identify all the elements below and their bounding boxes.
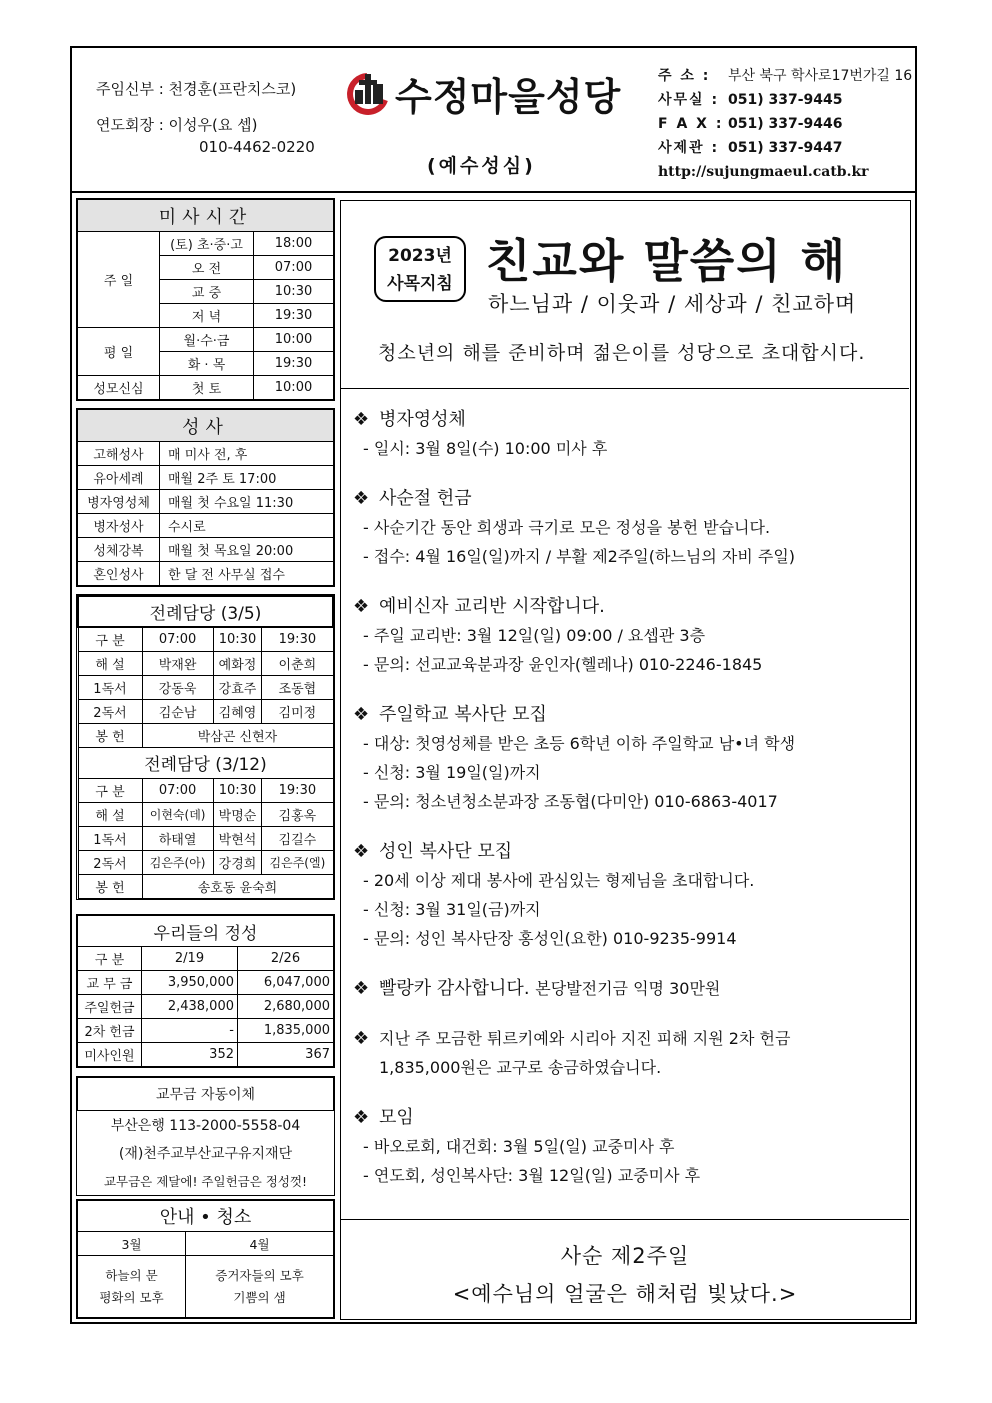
table-row bbox=[78, 376, 334, 400]
notice-line: - 접수: 4월 16일(일)까지 / 부활 제2주일(하느님의 자비 주일) bbox=[363, 547, 796, 566]
offerings-value: 352 bbox=[142, 1043, 238, 1067]
table-row bbox=[78, 651, 333, 675]
liturgy-table-1 bbox=[77, 595, 334, 899]
offerings-box bbox=[76, 914, 335, 1068]
liturgy-cell: 이현숙(데) bbox=[142, 802, 213, 826]
diamond-cross-icon: ❖ bbox=[353, 409, 370, 430]
header-staff bbox=[96, 78, 315, 158]
diamond-cross-icon: ❖ bbox=[353, 704, 370, 725]
guide-cell bbox=[186, 1256, 334, 1318]
offerings-value: 367 bbox=[238, 1043, 334, 1067]
mass-time: 19:30 bbox=[254, 352, 334, 376]
sunday-label: 주 일 bbox=[78, 232, 160, 328]
auto-transfer-box bbox=[76, 1076, 335, 1196]
guide-item: 평화의 모후 bbox=[99, 1289, 164, 1305]
liturgy-cell: 김길수 bbox=[262, 826, 333, 850]
sacrament-name: 고해성사 bbox=[78, 442, 160, 466]
sacrament-value: 한 달 전 사무실 접수 bbox=[160, 562, 334, 586]
mass-time: 18:00 bbox=[254, 232, 334, 256]
notice-item bbox=[353, 1025, 903, 1082]
mass-who: 월·수·금 bbox=[160, 328, 254, 352]
liturgy-cell: 김홍옥 bbox=[262, 802, 333, 826]
liturgy-cell: 하태열 bbox=[142, 826, 213, 850]
mass-times-table bbox=[77, 199, 334, 400]
liturgy-role: 해 설 bbox=[78, 651, 142, 675]
offerings-title: 우리들의 정성 bbox=[78, 916, 334, 947]
header-contact bbox=[658, 64, 912, 184]
liturgy-box bbox=[76, 594, 335, 900]
liturgy-head: 10:30 bbox=[213, 778, 262, 802]
guide-item: 기쁨의 샘 bbox=[233, 1289, 286, 1305]
thanks-title: 빨랑카 감사합니다. bbox=[379, 978, 530, 999]
notices-panel bbox=[340, 200, 911, 1320]
mass-who: 첫 토 bbox=[160, 376, 254, 400]
notice-line: - 신청: 3월 19일(일)까지 bbox=[363, 763, 541, 782]
liturgy-cell: 이춘희 bbox=[262, 651, 333, 675]
table-row bbox=[78, 826, 333, 850]
year-line: 사목지침 bbox=[387, 274, 453, 294]
offerings-head: 구 분 bbox=[78, 947, 142, 971]
guide-item: 하늘의 문 bbox=[105, 1267, 158, 1283]
table-row bbox=[78, 232, 334, 256]
table-row bbox=[78, 802, 333, 826]
sacrament-value: 수시로 bbox=[160, 514, 334, 538]
offerings-value: 1,835,000 bbox=[238, 1019, 334, 1043]
offerings-label: 주일헌금 bbox=[78, 995, 142, 1019]
liturgy-cell: 김혜영 bbox=[213, 699, 262, 723]
sacrament-value: 매월 첫 수요일 11:30 bbox=[160, 490, 334, 514]
sacraments-title: 성사 bbox=[78, 410, 334, 442]
fax-row bbox=[658, 112, 912, 136]
bulletin-header bbox=[72, 48, 915, 193]
mass-who: 화 · 목 bbox=[160, 352, 254, 376]
table-row bbox=[78, 442, 334, 466]
auto-transfer-table bbox=[77, 1077, 334, 1195]
notice-line: - 연도회, 성인복사단: 3월 12일(일) 교중미사 후 bbox=[363, 1166, 701, 1185]
notice-item bbox=[353, 1104, 903, 1190]
gospel-title: <예수님의 얼굴은 해처럼 빛났다.> bbox=[452, 1282, 798, 1306]
liturgy-title-2: 전례담당 (3/12) bbox=[78, 747, 333, 778]
rectory-label: 사제관 : bbox=[658, 140, 720, 156]
mass-time: 19:30 bbox=[254, 304, 334, 328]
feast-label: (예수성심) bbox=[427, 155, 536, 177]
notice-line: - 주일 교리반: 3월 12일(일) 09:00 / 요셉관 3층 bbox=[363, 626, 706, 645]
offerings-head: 2/19 bbox=[142, 947, 238, 971]
notice-title: 성인 복사단 모집 bbox=[379, 841, 513, 862]
sacrament-name: 성체강복 bbox=[78, 538, 160, 562]
liturgy-cell: 박재완 bbox=[142, 651, 213, 675]
notice-line: - 문의: 선교교육분과장 윤인자(헬레나) 010-2246-1845 bbox=[363, 655, 763, 674]
notice-list bbox=[353, 406, 903, 1212]
notice-line: - 신청: 3월 31일(금)까지 bbox=[363, 900, 541, 919]
sacrament-name: 병자영성체 bbox=[78, 490, 160, 514]
table-row bbox=[78, 514, 334, 538]
notice-title: 모임 bbox=[379, 1107, 414, 1128]
transfer-note: 교무금은 제달에! 주일헌금은 정성껏! bbox=[103, 1173, 308, 1189]
table-row bbox=[78, 562, 334, 586]
notice-line: - 20세 이상 제대 봉사에 관심있는 형제님을 초대합니다. bbox=[363, 871, 755, 890]
table-row bbox=[78, 971, 334, 995]
liturgy-role: 1독서 bbox=[78, 675, 142, 699]
sunday-footer bbox=[341, 1219, 909, 1319]
address-value: 부산 북구 학사로17번가길 16 bbox=[728, 68, 913, 84]
notice-item bbox=[353, 406, 903, 463]
parish-name: 수정마을성당 bbox=[395, 75, 622, 119]
table-row bbox=[78, 723, 333, 747]
bank-account: 부산은행 113-2000-5558-04 bbox=[110, 1117, 301, 1134]
mass-time: 07:00 bbox=[254, 256, 334, 280]
offerings-value: 3,950,000 bbox=[142, 971, 238, 995]
table-row bbox=[78, 699, 333, 723]
liturgy-cell: 김순남 bbox=[142, 699, 213, 723]
guide-head: 3월 bbox=[78, 1232, 186, 1256]
offerings-label: 미사인원 bbox=[78, 1043, 142, 1067]
offering-names: 박삼곤 신현자 bbox=[142, 723, 333, 747]
offerings-value: 2,438,000 bbox=[142, 995, 238, 1019]
fax-value: 051) 337-9446 bbox=[728, 116, 843, 132]
fax-label: F A X : bbox=[658, 116, 724, 132]
notice-title: 병자영성체 bbox=[379, 409, 466, 430]
offerings-value: 6,047,000 bbox=[238, 971, 334, 995]
table-row bbox=[78, 995, 334, 1019]
pastor-label: 주임신부 : 천경훈(프란치스코) bbox=[96, 80, 297, 98]
notice-title: 예비신자 교리반 시작합니다. bbox=[379, 596, 605, 617]
notice-item bbox=[353, 701, 903, 816]
special-label: 성모신심 bbox=[78, 376, 160, 400]
rectory-row bbox=[658, 136, 912, 160]
liturgy-cell: 김미정 bbox=[262, 699, 333, 723]
notice-item bbox=[353, 838, 903, 953]
liturgy-title-1: 전례담당 (3/5) bbox=[78, 596, 333, 627]
address-row bbox=[658, 64, 912, 88]
notice-line: - 사순기간 동안 희생과 극기로 모은 정성을 봉헌 받습니다. bbox=[363, 518, 771, 537]
sunday-title: 사순 제2주일 bbox=[560, 1244, 690, 1268]
year-badge bbox=[374, 236, 466, 302]
notice-line: - 바오로회, 대건회: 3월 5일(일) 교중미사 후 bbox=[363, 1137, 675, 1156]
table-row bbox=[78, 1043, 334, 1067]
liturgy-cell: 예화정 bbox=[213, 651, 262, 675]
notice-item bbox=[353, 593, 903, 679]
mass-who: 저 녁 bbox=[160, 304, 254, 328]
liturgy-role: 해 설 bbox=[78, 802, 142, 826]
liturgy-cell: 박명순 bbox=[213, 802, 262, 826]
liturgy-role: 1독서 bbox=[78, 826, 142, 850]
account-holder: (재)천주교부산교구유지재단 bbox=[118, 1145, 293, 1162]
notice-item bbox=[353, 485, 903, 571]
liturgy-cell: 김은주(아) bbox=[142, 850, 213, 874]
year-subtitle: 하느님과 / 이웃과 / 세상과 / 친교하며 bbox=[488, 292, 857, 316]
table-row bbox=[78, 1019, 334, 1043]
mass-who: (토) 초·중·고 bbox=[160, 232, 254, 256]
liturgy-head: 19:30 bbox=[262, 627, 333, 651]
diamond-cross-icon: ❖ bbox=[353, 488, 370, 509]
guide-box bbox=[76, 1199, 335, 1319]
guide-table bbox=[77, 1200, 334, 1318]
sacrament-name: 혼인성사 bbox=[78, 562, 160, 586]
council-phone: 010-4462-0220 bbox=[199, 138, 315, 156]
notice-title: 주일학교 복사단 모집 bbox=[379, 704, 547, 725]
table-row bbox=[78, 947, 334, 971]
sacrament-name: 유아세례 bbox=[78, 466, 160, 490]
liturgy-head: 구 분 bbox=[78, 627, 142, 651]
mass-who: 오 전 bbox=[160, 256, 254, 280]
table-row bbox=[78, 1256, 334, 1318]
liturgy-cell: 박현석 bbox=[213, 826, 262, 850]
sacrament-name: 병자성사 bbox=[78, 514, 160, 538]
notice-line: - 일시: 3월 8일(수) 10:00 미사 후 bbox=[363, 439, 608, 458]
year-line: 2023년 bbox=[388, 246, 452, 266]
table-row bbox=[78, 627, 333, 651]
thanks-detail: 본당발전기금 익명 30만원 bbox=[535, 979, 721, 998]
sacraments-box bbox=[76, 408, 335, 587]
council-label: 연도회장 : 이성우(요 셉) bbox=[96, 116, 258, 134]
mass-who: 교 중 bbox=[160, 280, 254, 304]
liturgy-cell: 조동협 bbox=[262, 675, 333, 699]
table-row bbox=[78, 538, 334, 562]
notice-item bbox=[353, 975, 903, 1003]
year-title: 친교와 말씀의 해 bbox=[486, 234, 848, 288]
liturgy-head: 07:00 bbox=[142, 627, 213, 651]
sacraments-table bbox=[77, 409, 334, 586]
weekday-label: 평 일 bbox=[78, 328, 160, 376]
donation-line: 1,835,000원은 교구로 송금하였습니다. bbox=[379, 1058, 662, 1077]
liturgy-cell: 김은주(엘) bbox=[262, 850, 333, 874]
offering-label: 봉 헌 bbox=[78, 723, 142, 747]
guide-cell bbox=[78, 1256, 186, 1318]
liturgy-head: 10:30 bbox=[213, 627, 262, 651]
parish-logo bbox=[345, 66, 645, 126]
office-row bbox=[658, 88, 912, 112]
mass-times-box bbox=[76, 198, 335, 401]
liturgy-head: 구 분 bbox=[78, 778, 142, 802]
church-logo-icon bbox=[345, 70, 391, 116]
guide-item: 증거자들의 모후 bbox=[215, 1267, 304, 1283]
diamond-cross-icon: ❖ bbox=[353, 1107, 370, 1128]
liturgy-head: 19:30 bbox=[262, 778, 333, 802]
offerings-label: 2차 헌금 bbox=[78, 1019, 142, 1043]
auto-transfer-title: 교무금 자동이체 bbox=[78, 1078, 334, 1111]
diamond-cross-icon: ❖ bbox=[353, 1028, 370, 1049]
table-row bbox=[78, 675, 333, 699]
bulletin-frame bbox=[70, 46, 917, 1324]
notice-line: - 대상: 첫영성체를 받은 초등 6학년 이하 주일학교 남•녀 학생 bbox=[363, 734, 796, 753]
address-label: 주 소 : bbox=[658, 68, 711, 84]
rectory-value: 051) 337-9447 bbox=[728, 140, 843, 156]
notice-line: - 문의: 청소년청소분과장 조동협(다미안) 010-6863-4017 bbox=[363, 792, 778, 811]
parish-url[interactable]: http://sujungmaeul.catb.kr bbox=[658, 164, 869, 180]
mass-times-title: 미사시간 bbox=[78, 200, 334, 232]
table-row bbox=[78, 466, 334, 490]
offerings-value: - bbox=[142, 1019, 238, 1043]
offerings-label: 교 무 금 bbox=[78, 971, 142, 995]
pastoral-banner bbox=[341, 201, 909, 389]
sacrament-value: 매월 2주 토 17:00 bbox=[160, 466, 334, 490]
diamond-cross-icon: ❖ bbox=[353, 841, 370, 862]
office-label: 사무실 : bbox=[658, 92, 720, 108]
offering-names: 송호동 윤숙희 bbox=[142, 874, 333, 898]
offerings-value: 2,680,000 bbox=[238, 995, 334, 1019]
table-row bbox=[78, 874, 333, 898]
office-value: 051) 337-9445 bbox=[728, 92, 843, 108]
offering-label: 봉 헌 bbox=[78, 874, 142, 898]
offerings-head: 2/26 bbox=[238, 947, 334, 971]
guide-head: 4월 bbox=[186, 1232, 334, 1256]
sacrament-value: 매 미사 전, 후 bbox=[160, 442, 334, 466]
table-row bbox=[78, 1232, 334, 1256]
table-row bbox=[78, 490, 334, 514]
liturgy-cell: 강경희 bbox=[213, 850, 262, 874]
donation-line: 지난 주 모금한 튀르키예와 시리아 지진 피해 지원 2차 헌금 bbox=[379, 1029, 791, 1048]
liturgy-role: 2독서 bbox=[78, 850, 142, 874]
guide-title: 안내 • 청소 bbox=[78, 1201, 334, 1232]
table-row bbox=[78, 778, 333, 802]
notice-line: - 문의: 성인 복사단장 홍성인(요한) 010-9235-9914 bbox=[363, 929, 737, 948]
liturgy-cell: 강동욱 bbox=[142, 675, 213, 699]
diamond-cross-icon: ❖ bbox=[353, 978, 370, 999]
sacrament-value: 매월 첫 목요일 20:00 bbox=[160, 538, 334, 562]
offerings-table bbox=[77, 915, 334, 1067]
liturgy-cell: 강효주 bbox=[213, 675, 262, 699]
table-row bbox=[78, 328, 334, 352]
mass-time: 10:30 bbox=[254, 280, 334, 304]
mass-time: 10:00 bbox=[254, 376, 334, 400]
liturgy-role: 2독서 bbox=[78, 699, 142, 723]
notice-title: 사순절 헌금 bbox=[379, 488, 472, 509]
table-row bbox=[78, 850, 333, 874]
liturgy-head: 07:00 bbox=[142, 778, 213, 802]
mass-time: 10:00 bbox=[254, 328, 334, 352]
diamond-cross-icon: ❖ bbox=[353, 596, 370, 617]
year-message: 청소년의 해를 준비하며 젊은이를 성당으로 초대합시다. bbox=[378, 342, 866, 364]
